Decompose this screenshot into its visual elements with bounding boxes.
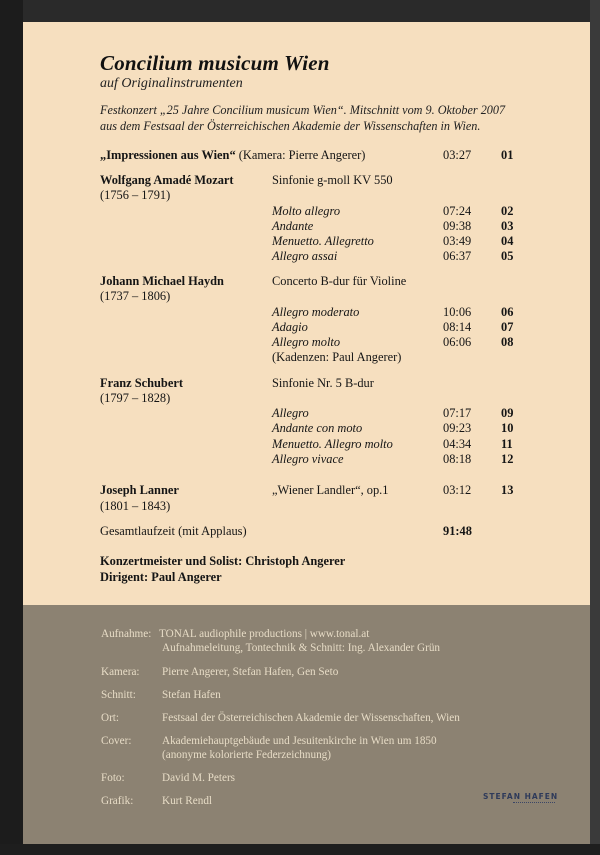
credit-value: (anonyme kolorierte Federzeichnung) <box>162 749 331 761</box>
credits-band <box>23 605 590 844</box>
track-number: 05 <box>501 249 514 263</box>
movement-title: Allegro moderato <box>272 305 360 319</box>
composer-years: (1797 – 1828) <box>100 391 171 405</box>
cadenza-note: (Kadenzen: Paul Angerer) <box>272 350 402 364</box>
movement-title: Andante con moto <box>272 421 363 435</box>
total-runtime-label: Gesamtlaufzeit (mit Applaus) <box>100 524 247 538</box>
track-number: 11 <box>501 437 513 451</box>
track-time: 03:49 <box>443 234 472 248</box>
track-time: 06:37 <box>443 249 472 263</box>
concert-intro <box>100 102 580 134</box>
stefan-hafen-logo <box>483 792 563 804</box>
track-time: 09:23 <box>443 421 472 435</box>
track-number: 01 <box>501 148 514 162</box>
track-time: 04:34 <box>443 437 472 451</box>
booklet-page <box>23 22 590 844</box>
conductor: Dirigent: Paul Angerer <box>100 570 222 584</box>
logo-text: STEFAN HAFEN <box>483 792 559 801</box>
movement-title: Allegro assai <box>272 249 338 263</box>
credit-label: Schnitt: <box>101 689 136 701</box>
credit-value: Stefan Hafen <box>162 689 221 701</box>
credit-value: Festsaal der Österreichischen Akademie der Wissenschaften, Wien <box>162 712 460 724</box>
impressionen-note: (Kamera: Pierre Angerer) <box>235 148 366 162</box>
credit-label: Cover: <box>101 735 132 747</box>
track-number: 09 <box>501 406 514 420</box>
movement-title: Molto allegro <box>272 204 341 218</box>
movement-title: Allegro molto <box>272 335 341 349</box>
track-number: 08 <box>501 335 514 349</box>
track-number: 12 <box>501 452 514 466</box>
track-time: 03:27 <box>443 148 472 162</box>
track-number: 03 <box>501 219 514 233</box>
credit-label: Aufnahme: <box>101 628 152 640</box>
track-number: 02 <box>501 204 514 218</box>
credit-value: Kurt Rendl <box>162 795 213 807</box>
track-time: 10:06 <box>443 305 472 319</box>
composer-name: Franz Schubert <box>100 376 183 390</box>
credit-value: TONAL audiophile productions | www.tonal.at <box>159 628 370 640</box>
credit-label: Kamera: <box>101 666 140 678</box>
movement-title: Adagio <box>272 320 308 334</box>
track-time: 07:17 <box>443 406 472 420</box>
credit-value: Aufnahmeleitung, Tontechnik & Schnitt: Ing. Alexander Grün <box>162 642 441 654</box>
composer-years: (1737 – 1806) <box>100 289 171 303</box>
track-time: 09:38 <box>443 219 472 233</box>
composer-years: (1801 – 1843) <box>100 499 171 513</box>
ensemble-subtitle: auf Originalinstrumenten <box>100 76 243 91</box>
track-time: 08:14 <box>443 320 472 334</box>
logo-dots <box>513 802 555 805</box>
case-bottom-edge <box>0 844 600 855</box>
track-number: 07 <box>501 320 514 334</box>
movement-title: Andante <box>272 219 314 233</box>
track-time: 08:18 <box>443 452 472 466</box>
track-time: 06:06 <box>443 335 472 349</box>
credit-value: Pierre Angerer, Stefan Hafen, Gen Seto <box>162 666 339 678</box>
track-number: 13 <box>501 483 514 497</box>
credit-label: Ort: <box>101 712 120 724</box>
work-title: „Wiener Landler“, op.1 <box>272 483 389 497</box>
total-runtime: 91:48 <box>443 524 472 538</box>
case-right-edge <box>590 0 600 855</box>
movement-title: Allegro <box>272 406 309 420</box>
credit-value: Akademiehauptgebäude und Jesuitenkirche in Wien um 1850 <box>162 735 437 747</box>
composer-name: Joseph Lanner <box>100 483 179 497</box>
credit-value: David M. Peters <box>162 772 236 784</box>
case-left-edge <box>0 0 23 855</box>
credit-label: Foto: <box>101 772 125 784</box>
movement-title: Allegro vivace <box>272 452 344 466</box>
work-title: Concerto B-dur für Violine <box>272 274 407 288</box>
composer-name: Wolfgang Amadé Mozart <box>100 173 234 187</box>
work-title: Sinfonie Nr. 5 B-dur <box>272 376 374 390</box>
intro-line-1: Festkonzert „25 Jahre Concilium musicum Wien“. Mitschnitt vom 9. Oktober 2007 <box>100 103 506 117</box>
movement-title: Menuetto. Allegretto <box>272 234 374 248</box>
credit-label: Grafik: <box>101 795 134 807</box>
work-title: Sinfonie g-moll KV 550 <box>272 173 393 187</box>
track-time: 07:24 <box>443 204 472 218</box>
impressionen-title: „Impressionen aus Wien“ <box>100 148 236 162</box>
concertmaster: Konzertmeister und Solist: Christoph Angerer <box>100 554 346 568</box>
track-number: 06 <box>501 305 514 319</box>
ensemble-title: Concilium musicum Wien <box>100 51 330 75</box>
track-number: 10 <box>501 421 514 435</box>
track-number: 04 <box>501 234 514 248</box>
intro-line-2: aus dem Festsaal der Österreichischen Akademie der Wissenschaften in Wien. <box>100 119 481 133</box>
track-time: 03:12 <box>443 483 472 497</box>
composer-years: (1756 – 1791) <box>100 188 171 202</box>
composer-name: Johann Michael Haydn <box>100 274 224 288</box>
movement-title: Menuetto. Allegro molto <box>272 437 393 451</box>
impressionen-row <box>100 148 365 163</box>
